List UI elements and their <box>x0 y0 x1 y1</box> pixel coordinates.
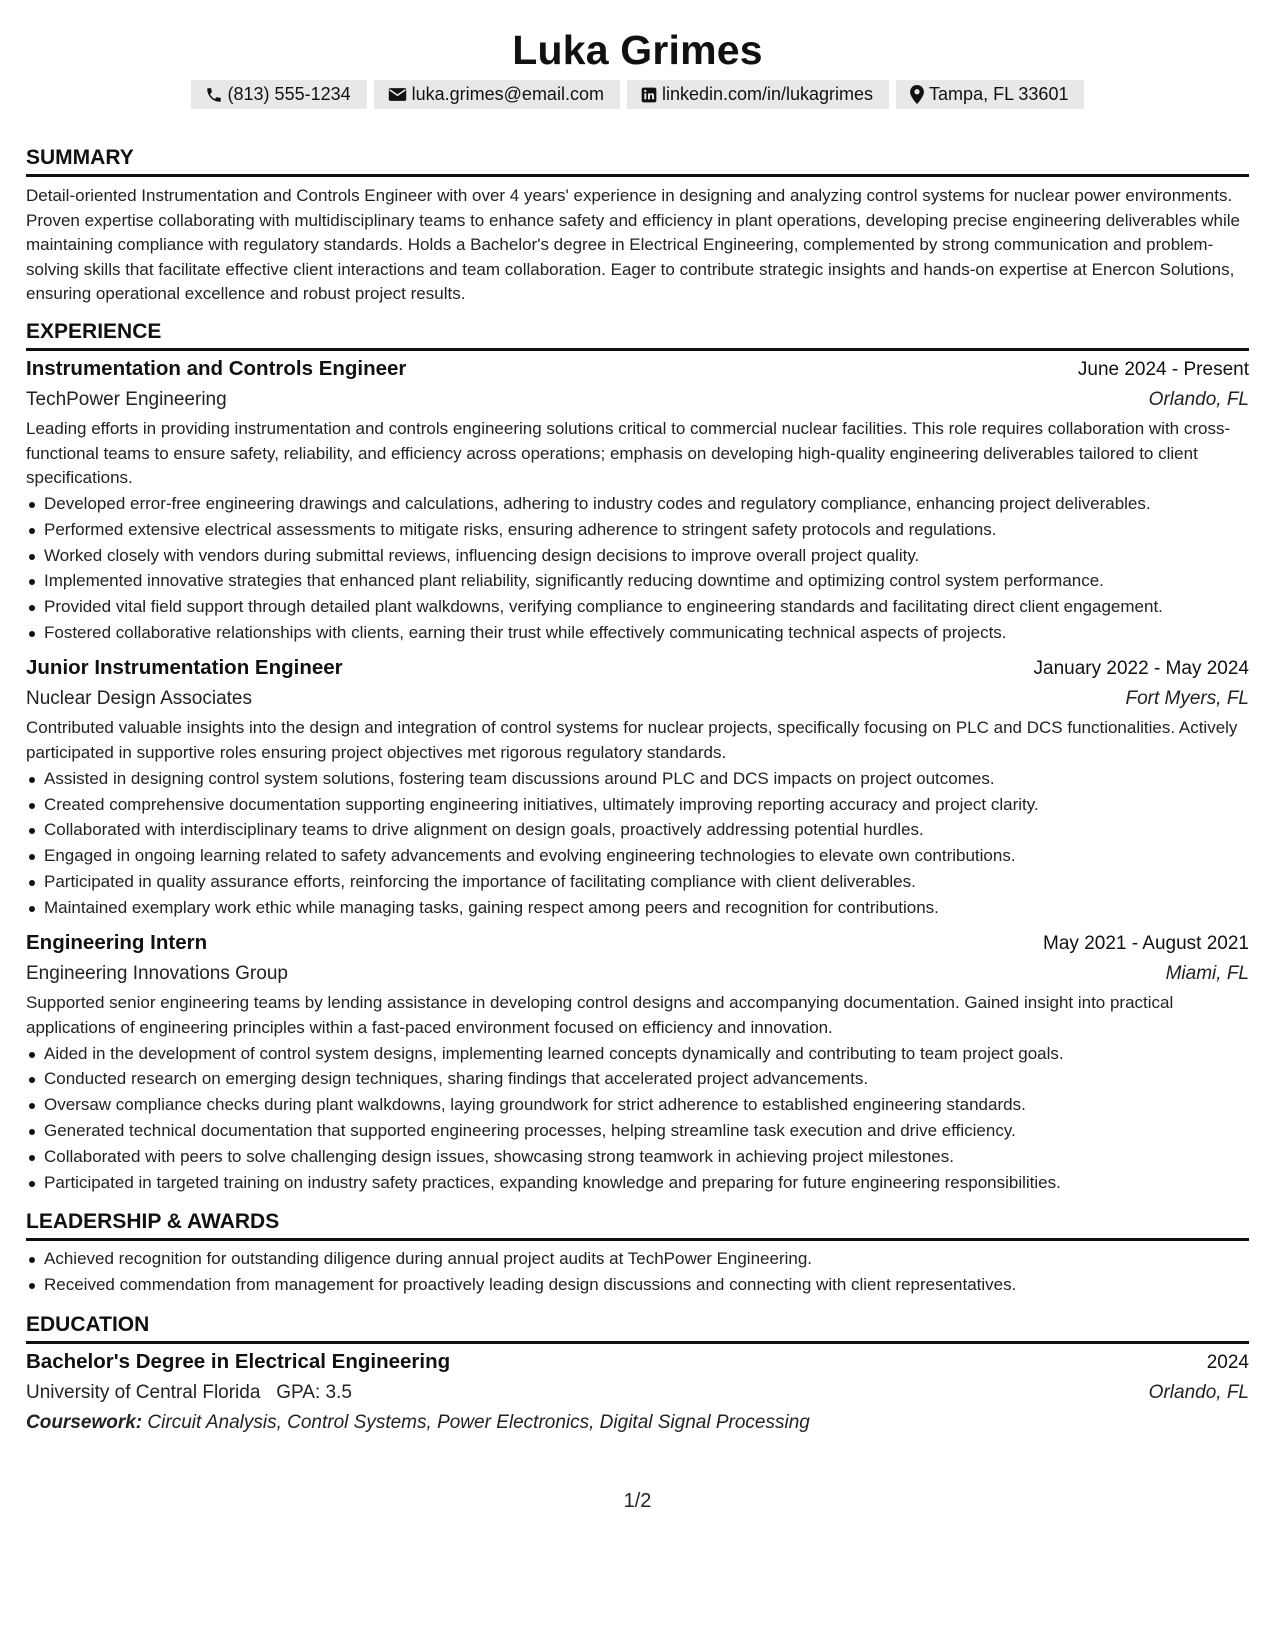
page-number: 1/2 <box>623 1490 652 1512</box>
graduation-year: 2024 <box>1206 1351 1249 1373</box>
job-bullets <box>26 1042 1249 1196</box>
job-location: Miami, FL <box>1165 963 1249 985</box>
school-location: Orlando, FL <box>1148 1381 1249 1403</box>
list-item: Worked closely with vendors during submittal reviews, influencing design decisions to improve overall project quality. <box>26 544 1249 569</box>
job-title: Engineering Intern <box>26 931 208 955</box>
map-pin-icon <box>910 85 924 104</box>
list-item: Participated in quality assurance efforts, reinforcing the importance of facilitating compliance with client deliverables. <box>26 870 1249 895</box>
job-title: Junior Instrumentation Engineer <box>26 656 343 680</box>
list-item: Participated in targeted training on industry safety practices, expanding knowledge and preparing for future engineering responsibilities. <box>26 1171 1249 1196</box>
job-dates: June 2024 - Present <box>1077 358 1249 380</box>
education-section <box>26 1312 1249 1438</box>
list-item: Aided in the development of control system designs, implementing learned concepts dynamically and contributing to team project goals. <box>26 1042 1249 1067</box>
education-heading: EDUCATION <box>26 1312 1249 1344</box>
job-company: Engineering Innovations Group <box>26 963 288 985</box>
leadership-heading: LEADERSHIP & AWARDS <box>26 1209 1249 1241</box>
list-item: Collaborated with interdisciplinary teams to drive alignment on design goals, proactively addressing potential hurdles. <box>26 818 1249 843</box>
email-text: luka.grimes@email.com <box>411 84 604 104</box>
coursework-label: Coursework: <box>26 1411 143 1433</box>
job-title: Instrumentation and Controls Engineer <box>26 356 407 380</box>
leadership-bullets <box>26 1247 1249 1297</box>
list-item: Developed error-free engineering drawings and calculations, adhering to industry codes and regulatory compliance, enhancing project deliverables. <box>26 492 1249 517</box>
list-item: Implemented innovative strategies that enhanced plant reliability, significantly reducing downtime and optimizing control system performance. <box>26 569 1249 594</box>
coursework-line <box>26 1408 1249 1438</box>
phone-icon <box>205 86 223 104</box>
list-item: Fostered collaborative relationships with clients, earning their trust while effectively communicating technical aspects of projects. <box>26 621 1249 646</box>
summary-section <box>26 145 1249 307</box>
job-location: Fort Myers, FL <box>1125 688 1249 710</box>
list-item: Created comprehensive documentation supporting engineering initiatives, ultimately improving reporting accuracy and project clarity. <box>26 793 1249 818</box>
resume-page <box>26 0 1249 1438</box>
job-dates: May 2021 - August 2021 <box>1043 933 1249 955</box>
job-bullets <box>26 767 1249 921</box>
coursework-list: Circuit Analysis, Control Systems, Power Electronics, Digital Signal Processing <box>147 1411 810 1433</box>
list-item: Received commendation from management for proactively leading design discussions and connecting with client representatives. <box>26 1273 1249 1298</box>
candidate-name: Luka Grimes <box>512 27 763 73</box>
job-company: Nuclear Design Associates <box>26 688 252 710</box>
list-item: Conducted research on emerging design techniques, sharing findings that accelerated project advancements. <box>26 1067 1249 1092</box>
list-item: Generated technical documentation that supported engineering processes, helping streamline task execution and drive efficiency. <box>26 1119 1249 1144</box>
job-company: TechPower Engineering <box>26 388 227 410</box>
leadership-section <box>26 1209 1249 1297</box>
list-item: Assisted in designing control system solutions, fostering team discussions around PLC and DCS impacts on project outcomes. <box>26 767 1249 792</box>
job-entry <box>26 928 1249 1195</box>
linkedin-text: linkedin.com/in/lukagrimes <box>661 84 874 104</box>
contact-phone[interactable] <box>191 80 367 109</box>
list-item: Collaborated with peers to solve challenging design issues, showcasing strong teamwork in achieving project milestones. <box>26 1145 1249 1170</box>
experience-heading: EXPERIENCE <box>26 319 1249 351</box>
contact-email[interactable] <box>374 80 620 109</box>
school-line <box>26 1378 352 1408</box>
list-item: Performed extensive electrical assessments to mitigate risks, ensuring adherence to stringent safety protocols and regulations. <box>26 518 1249 543</box>
summary-heading: SUMMARY <box>26 145 1249 177</box>
job-entry <box>26 354 1249 645</box>
contact-location <box>896 80 1084 109</box>
job-bullets <box>26 492 1249 646</box>
job-entry <box>26 653 1249 920</box>
job-description: Leading efforts in providing instrumentation and controls engineering solutions critical to commercial nuclear facilities. This role requires collaboration with cross-functional teams to ensure safety, reliability, and efficiency across operations; emphasis on developing high-quality engineering deliverables tailored to client specifications. <box>26 418 1231 488</box>
job-location: Orlando, FL <box>1148 388 1249 410</box>
linkedin-icon <box>641 87 657 103</box>
phone-text: (813) 555-1234 <box>227 84 351 104</box>
location-text: Tampa, FL 33601 <box>929 84 1069 104</box>
list-item: Provided vital field support through detailed plant walkdowns, verifying compliance to engineering standards and facilitating direct client engagement. <box>26 595 1249 620</box>
job-dates: January 2022 - May 2024 <box>1033 658 1249 680</box>
contact-linkedin[interactable] <box>627 80 889 109</box>
experience-section <box>26 319 1249 1195</box>
contact-bar <box>26 80 1249 109</box>
list-item: Maintained exemplary work ethic while managing tasks, gaining respect among peers and recognition for contributions. <box>26 896 1249 921</box>
envelope-icon <box>388 87 407 102</box>
school-name: University of Central Florida <box>26 1381 261 1403</box>
degree-title: Bachelor's Degree in Electrical Engineering <box>26 1349 451 1373</box>
gpa: GPA: 3.5 <box>276 1381 352 1403</box>
job-description: Contributed valuable insights into the design and integration of control systems for nuclear projects, specifically focusing on PLC and DCS functionalities. Actively participated in supportive roles ensuring project objectives met rigorous regulatory standards. <box>26 718 1238 763</box>
list-item: Achieved recognition for outstanding diligence during annual project audits at TechPower Engineering. <box>26 1247 1249 1272</box>
summary-text: Detail-oriented Instrumentation and Controls Engineer with over 4 years' experience in designing and analyzing control systems for nuclear power environments. Proven expertise collaborating with multidisciplinary teams to enhance safety and efficiency in plant operations, developing precise engineering deliverables while maintaining compliance with regulatory standards. Holds a Bachelor's degree in Electrical Engineering, complemented by strong communication and problem-solving skills that facilitate effective client interactions and team collaboration. Eager to contribute strategic insights and hands-on expertise at Enercon Solutions, ensuring operational excellence and robust project results. <box>26 186 1240 304</box>
job-description: Supported senior engineering teams by lending assistance in developing control designs and accompanying documentation. Gained insight into practical applications of engineering principles within a fast-paced environment focused on efficiency and innovation. <box>26 993 1174 1037</box>
list-item: Oversaw compliance checks during plant walkdowns, laying groundwork for strict adherence to established engineering standards. <box>26 1093 1249 1118</box>
list-item: Engaged in ongoing learning related to safety advancements and evolving engineering technologies to elevate own contributions. <box>26 844 1249 869</box>
